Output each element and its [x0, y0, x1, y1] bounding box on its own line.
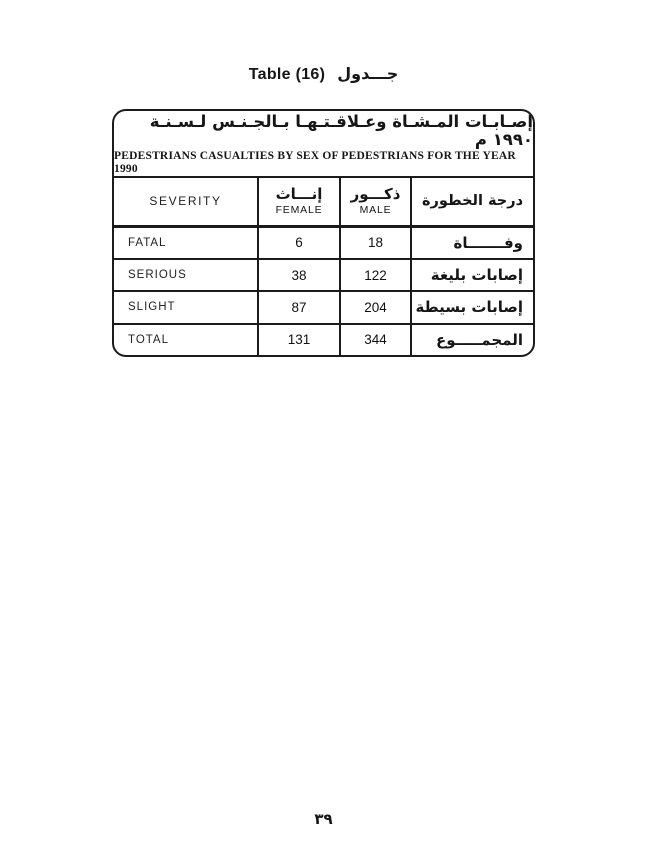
header-male-arabic: ذكـــور: [350, 185, 401, 204]
female-count-cell: 87: [257, 292, 339, 322]
table-row-fatal: [114, 228, 533, 260]
severity-cell: SLIGHT: [128, 301, 176, 314]
header-female: [257, 178, 339, 225]
female-count-cell: 38: [257, 260, 339, 290]
female-count-cell: 6: [257, 228, 339, 258]
header-female-arabic: إنـــاث: [275, 185, 323, 204]
male-count-cell: 122: [339, 260, 410, 290]
female-count-cell: 131: [257, 325, 339, 355]
severity-cell: FATAL: [128, 236, 167, 249]
table-title-english: PEDESTRIANS CASUALTIES BY SEX OF PEDESTRIANS FOR THE YEAR 1990: [114, 150, 516, 175]
severity-arabic-cell: إصابات بسيطة: [410, 292, 533, 322]
table-title-arabic: إصـابـات المـشـاة وعـلاقـتـهـا بـالجـنـس لـسـنـة ١٩٩٠ م: [149, 112, 533, 150]
header-severity: SEVERITY: [149, 194, 222, 209]
male-count-cell: 344: [339, 325, 410, 355]
severity-arabic-cell: المجمـــــوع: [410, 325, 533, 355]
male-count-cell: 204: [339, 292, 410, 322]
page-heading-arabic: جـــدول: [337, 64, 399, 83]
table-title-block: [114, 111, 533, 178]
table-row-total: [114, 325, 533, 355]
header-male-english: MALE: [359, 203, 392, 216]
male-count-cell: 18: [339, 228, 410, 258]
page-heading: [112, 64, 535, 84]
severity-arabic-cell: إصابات بليغة: [410, 260, 533, 290]
header-female-english: FEMALE: [275, 203, 323, 216]
page-heading-english: Table (16): [248, 66, 326, 83]
table-row-serious: [114, 260, 533, 292]
page-number: ٣٩: [314, 810, 333, 828]
header-male: [339, 178, 410, 225]
table-row-slight: [114, 292, 533, 324]
header-danger-arabic: درجة الخطورة: [410, 178, 533, 225]
severity-cell: TOTAL: [128, 333, 169, 346]
severity-cell: SERIOUS: [128, 269, 187, 282]
table-header-row: [114, 178, 533, 228]
casualties-table: [112, 109, 535, 357]
severity-arabic-cell: وفـــــــاة: [410, 228, 533, 258]
